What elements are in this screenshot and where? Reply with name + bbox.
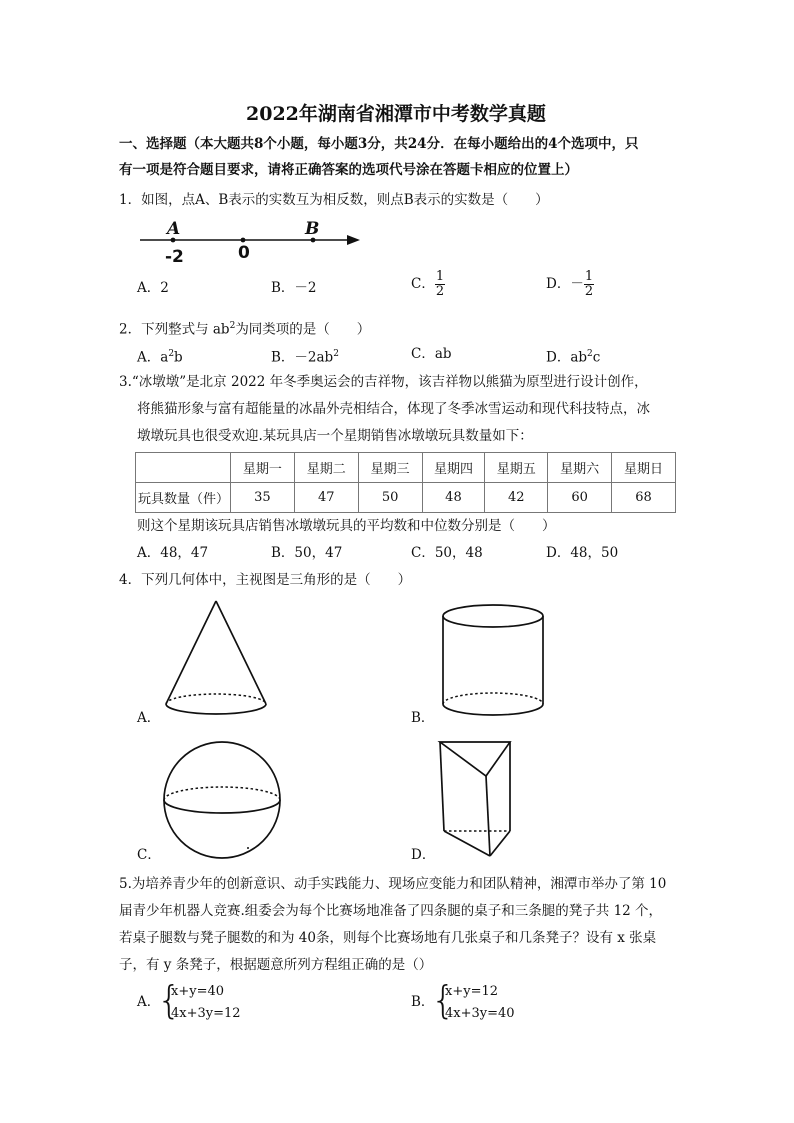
fraction-denominator: 2 [435, 284, 445, 299]
q4-option-c-label[interactable]: C． [137, 847, 161, 863]
q2-option-a-post: b [174, 349, 183, 366]
table-header-cell: 星期四 [422, 453, 485, 483]
q3-stem-line1: 3.“冰墩墩”是北京 2022 年冬季奥运会的吉祥物，该吉祥物以熊猫为原型进行设计创作， [119, 374, 648, 390]
table-cell: 50 [358, 483, 422, 513]
table-header-row [136, 453, 676, 483]
q2-option-b-pre: B．－2ab [271, 349, 334, 366]
table-cell: 47 [294, 483, 358, 513]
section-heading-line2: 有一项是符合题目要求，请将正确答案的选项代号涂在答题卡相应的位置上） [119, 162, 578, 178]
q2-option-c[interactable]: C．ab [411, 346, 452, 362]
cone-figure [160, 597, 272, 721]
sales-table [135, 452, 676, 513]
number-line-figure [135, 212, 375, 267]
table-header-cell: 星期日 [612, 453, 676, 483]
cylinder-figure [438, 600, 550, 724]
q4-stem: 4．下列几何体中，主视图是三角形的是（ ） [119, 572, 412, 588]
q4-option-d-label[interactable]: D． [411, 847, 436, 863]
table-cell: 68 [612, 483, 676, 513]
q3-question: 则这个星期该玩具店销售冰墩墩玩具的平均数和中位数分别是（ ） [137, 518, 556, 534]
q5-option-a-label: A． [137, 994, 161, 1010]
q1-stem: 1．如图，点A、B表示的实数互为相反数，则点B表示的实数是（ ） [119, 192, 549, 208]
table-header-cell: 星期一 [230, 453, 294, 483]
brace-icon: { [157, 978, 182, 1022]
q2-stem [119, 316, 370, 340]
brace-icon: { [431, 978, 456, 1022]
q5-option-a-eq2: 4x+3y=12 [171, 1006, 241, 1021]
q4-option-a-label[interactable]: A． [137, 710, 161, 726]
q4-option-b-label[interactable]: B． [411, 710, 435, 726]
q5-line2: 届青少年机器人竞赛.组委会为每个比赛场地准备了四条腿的桌子和三条腿的凳子共 12 个， [119, 903, 663, 919]
q3-option-d[interactable]: D．48，50 [546, 545, 619, 561]
q5-option-a-eq1: x+y=40 [171, 984, 225, 999]
q2-stem-pre: 2．下列整式与 ab [119, 321, 230, 338]
table-cell: 35 [230, 483, 294, 513]
section-heading-line1: 一、选择题（本大题共8个小题，每小题3分，共24分．在每小题给出的4个选项中，只 [119, 136, 639, 152]
fraction-denominator: 2 [584, 284, 594, 299]
q5-line1: 5.为培养青少年的创新意识、动手实践能力、现场应变能力和团队精神，湘潭市举办了第 10 [119, 876, 667, 892]
origin-dot [241, 238, 246, 243]
table-cell: 60 [548, 483, 612, 513]
q2-option-b-sup: 2 [333, 349, 339, 359]
number-line-arrow [347, 235, 360, 245]
q1-option-c-prefix: C． [411, 276, 435, 292]
q2-option-d[interactable] [546, 344, 600, 368]
table-cell: 42 [485, 483, 548, 513]
q2-option-a[interactable] [137, 344, 183, 368]
q2-option-d-pre: D．ab [546, 349, 588, 366]
page-title: 2022年湖南省湘潭市中考数学真题 [246, 103, 546, 125]
fraction-numerator: 1 [435, 269, 445, 284]
q3-option-a[interactable]: A．48，47 [137, 545, 209, 561]
table-header-cell: 星期二 [294, 453, 358, 483]
q1-option-c[interactable] [411, 270, 445, 299]
fraction-neg-half [584, 270, 594, 299]
table-row [136, 483, 676, 513]
point-a-label: A [167, 219, 181, 239]
sphere-figure [160, 738, 284, 862]
q2-option-d-sup: 2 [587, 349, 593, 359]
fraction-half [435, 270, 445, 299]
q3-stem-line3: 墩墩玩具也很受欢迎.某玩具店一个星期销售冰墩墩玩具数量如下： [137, 428, 533, 444]
q5-option-b-label: B． [411, 994, 435, 1010]
q5-line4: 子，有 y 条凳子，根据题意所列方程组正确的是（） [119, 957, 433, 973]
q3-stem-line2: 将熊猫形象与富有超能量的冰晶外壳相结合，体现了冬季冰雪运动和现代科技特点，冰 [137, 401, 650, 417]
q2-option-d-post: c [592, 349, 601, 366]
triangular-prism-figure [436, 736, 516, 862]
q3-option-b[interactable]: B．50，47 [271, 545, 343, 561]
q1-option-d[interactable] [546, 270, 594, 299]
q1-option-b[interactable]: B．－2 [271, 280, 317, 296]
table-header-cell: 星期五 [485, 453, 548, 483]
table-row-label: 玩具数量（件） [136, 483, 231, 513]
fraction-numerator: 1 [584, 269, 594, 284]
q3-option-c[interactable]: C．50，48 [411, 545, 483, 561]
table-header-cell: 星期三 [358, 453, 422, 483]
q2-option-a-pre: A．a [137, 349, 169, 366]
point-b-label: B [305, 219, 320, 239]
table-header-cell [136, 453, 231, 483]
q2-option-a-sup: 2 [168, 349, 175, 359]
tick-label-neg2: -2 [165, 247, 184, 267]
table-cell: 48 [422, 483, 485, 513]
tick-label-0: 0 [238, 243, 250, 263]
q2-stem-sup: 2 [229, 321, 236, 331]
q5-option-b-eq1: x+y=12 [445, 984, 499, 999]
q2-option-b[interactable] [271, 344, 339, 368]
q1-option-a[interactable]: A．2 [137, 280, 169, 296]
q5-line3: 若桌子腿数与凳子腿数的和为 40条，则每个比赛场地有几张桌子和几条凳子？设有 x 张桌 [119, 930, 657, 946]
q5-option-b-eq2: 4x+3y=40 [445, 1006, 515, 1021]
q2-stem-post: 为同类项的是（ ） [235, 321, 371, 338]
q1-option-d-prefix: D．－ [546, 276, 584, 292]
table-header-cell: 星期六 [548, 453, 612, 483]
